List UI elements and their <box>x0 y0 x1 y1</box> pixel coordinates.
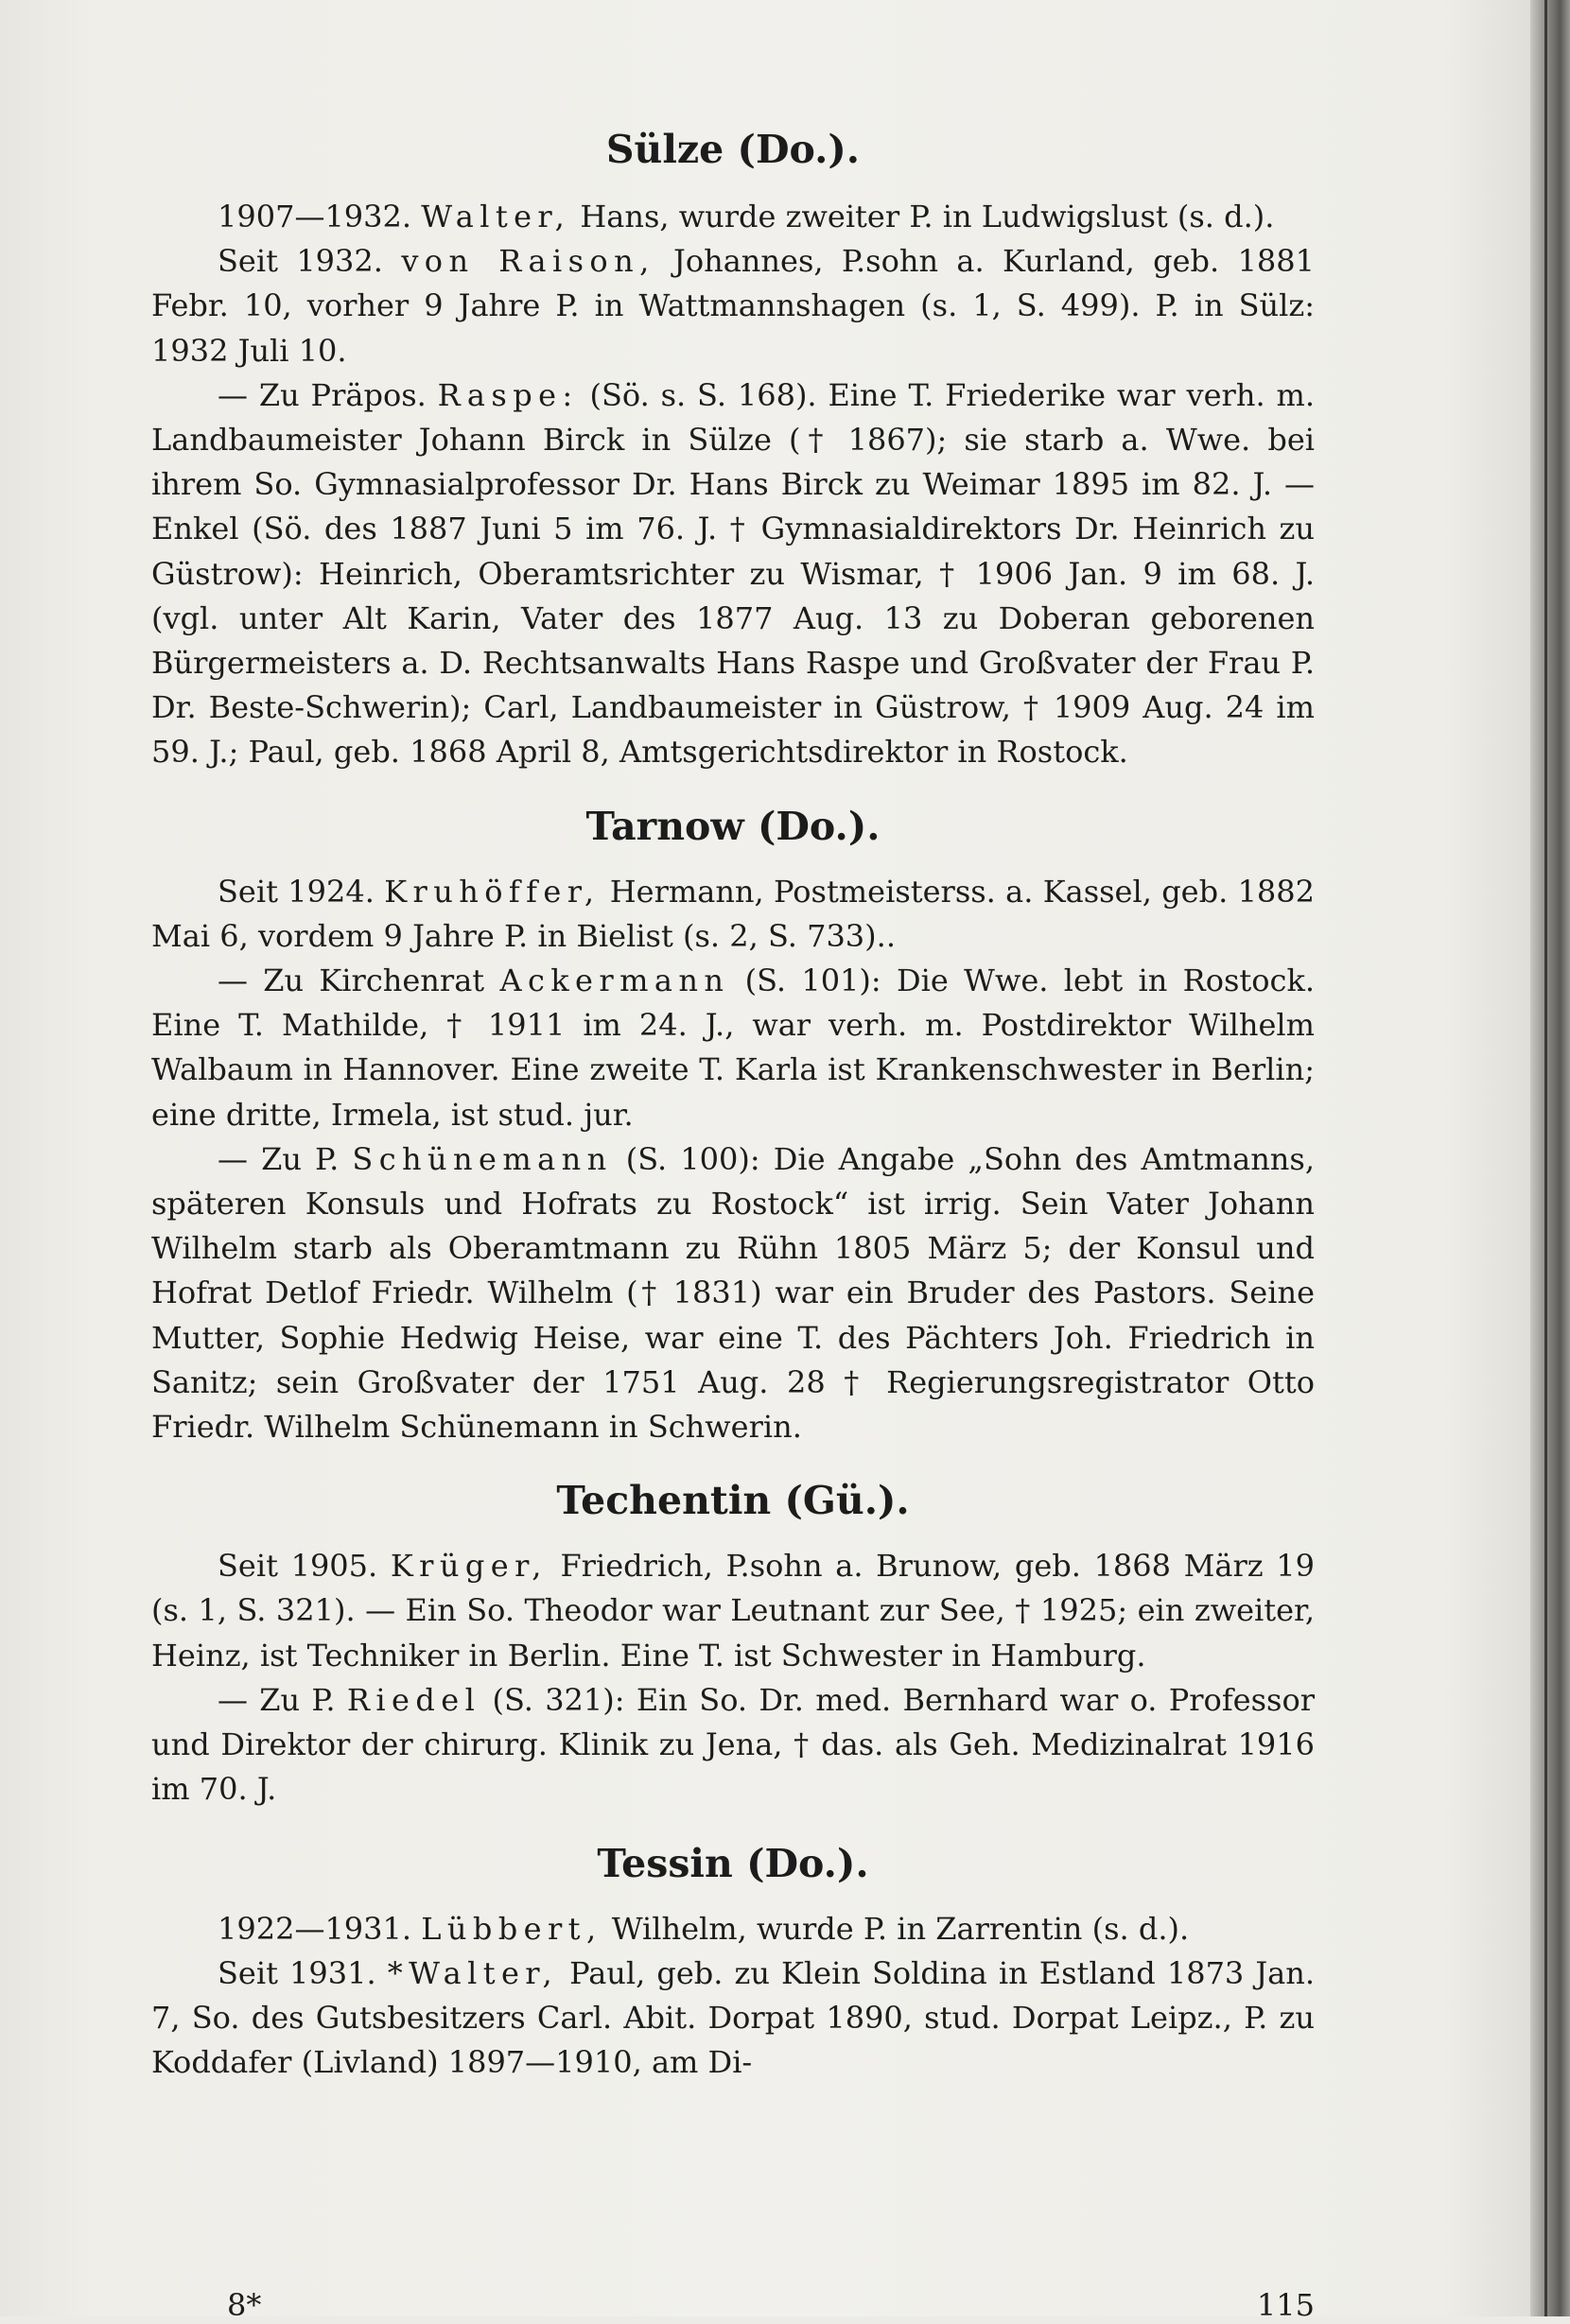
entry-lead: — Zu P. <box>218 1140 340 1177</box>
entry-name: Krüger, <box>390 1548 548 1585</box>
entry-paragraph <box>151 373 1315 775</box>
entry-text: Paul, geb. zu Klein Soldina in Estland 1873 Jan. 7, So. des Gutsbesitzers Carl. Abit. Dorpat 1890, stud. Dorpat Leipz., P. zu Koddafer (Livland) 1897—1910, am Di- <box>151 1954 1316 2081</box>
entry-text: Hans, wurde zweiter P. in Ludwigslust (s. d.). <box>570 199 1275 234</box>
entry-lead: — Zu Präpos. <box>218 376 427 413</box>
entry-text: (Sö. s. S. 168). Eine T. Friederike war verh. m. Landbaumeister Johann Birck in Sülze († 1867); sie starb a. Wwe. bei ihrem So. Gymnasialprofessor Dr. Hans Birck zu Weimar 1895 im 82. J. — Enkel (Sö. des 1887 Juni 5 im 76. J. † Gymnasialdirektors Dr. Heinrich zu Güstrow): Heinrich, Oberamtsrichter zu Wismar, † 1906 Jan. 9 im 68. J. (vgl. unter Alt Karin, Vater des 1877 Aug. 13 zu Doberan geborenen Bürgermeisters a. D. Rechtsanwalts Hans Raspe und Großvater der Frau P. Dr. Beste-Schwerin); Carl, Landbaumeister in Güstrow, † 1909 Aug. 24 im 59. J.; Paul, geb. 1868 April 8, Amtsgerichtsdirektor in Rostock. <box>151 376 1316 771</box>
entry-paragraph <box>151 239 1315 373</box>
entry-name: Riedel <box>346 1681 481 1718</box>
entry-text: (S. 321): Ein So. Dr. med. Bernhard war o. Professor und Direktor der chirurg. Klinik zu Jena, † das. als Geh. Medizinalrat 1916 im 70. J. <box>151 1681 1316 1808</box>
entry-text: (S. 100): Die Angabe „Sohn des Amtmanns, späteren Konsuls und Hofrats zu Rostock“ ist irrig. Sein Vater Johann Wilhelm starb als Oberamtmann zu Rühn 1805 März 5; der Konsul und Hofrat Detlof Friedr. Wilhelm († 1831) war ein Bruder des Pastors. Seine Mutter, Sophie Hedwig Heise, war eine T. des Pächters Joh. Friedrich in Sanitz; sein Großvater der 1751 Aug. 28 † Regierungsregistrator Otto Friedr. Wilhelm Schünemann in Schwerin. <box>151 1140 1316 1446</box>
entry-lead: 1907—1932. <box>218 199 412 234</box>
entry-name: *Walter, <box>387 1954 559 1991</box>
entry-name: Schünemann <box>352 1140 613 1177</box>
page-content <box>151 123 1315 2085</box>
entry-lead: Seit 1931. <box>218 1954 376 1991</box>
book-binding-edge <box>1530 0 1570 2316</box>
entry-paragraph <box>151 1678 1315 1812</box>
section-title-tessin: Tessin (Do.). <box>597 1840 869 1886</box>
entry-text: Wilhelm, wurde P. in Zarrentin (s. d.). <box>602 1910 1190 1947</box>
entry-paragraph <box>151 1544 1315 1678</box>
entry-text: Johannes, P.sohn a. Kurland, geb. 1881 Febr. 10, vorher 9 Jahre P. in Wattmannshagen (s. 1, S. 499). P. in Sülz: 1932 Juli 10. <box>151 243 1316 369</box>
binding-shadow-line <box>1544 0 1547 2316</box>
section-title-suelze: Sülze (Do.). <box>605 127 861 172</box>
entry-name: Walter, <box>421 199 571 234</box>
entry-lead: Seit 1924. <box>218 873 375 910</box>
entry-lead: 1922—1931. <box>218 1910 412 1947</box>
page-number: 115 <box>1256 2287 1315 2323</box>
entry-lead: — Zu Kirchenrat <box>218 963 485 999</box>
entry-name: Kruhöffer, <box>384 873 601 910</box>
entry-name: von Raison, <box>401 243 655 280</box>
entry-lead: Seit 1905. <box>218 1548 378 1585</box>
entry-name: Raspe: <box>437 376 579 413</box>
entry-lead: Seit 1932. <box>218 243 383 280</box>
entry-paragraph <box>151 959 1315 1137</box>
entry-paragraph <box>151 195 1315 239</box>
entry-text: Friedrich, P.sohn a. Brunow, geb. 1868 März 19 (s. 1, S. 321). — Ein So. Theodor war Leutnant zur See, † 1925; ein zweiter, Heinz, ist Techniker in Berlin. Eine T. ist Schwester in Hamburg. <box>151 1548 1316 1674</box>
entry-paragraph <box>151 1907 1315 1951</box>
section-title-tarnow: Tarnow (Do.). <box>585 803 881 849</box>
entry-text: Hermann, Postmeisterss. a. Kassel, geb. 1882 Mai 6, vordem 9 Jahre P. in Bielist (s. 2, S. 733).. <box>151 873 1316 954</box>
entry-name: Ackermann <box>499 963 730 999</box>
section-title-techentin: Techentin (Gü.). <box>556 1478 910 1524</box>
signature-mark: 8* <box>227 2287 262 2323</box>
entry-paragraph <box>151 1137 1315 1449</box>
entry-lead: — Zu P. <box>218 1681 336 1718</box>
entry-paragraph <box>151 1951 1315 2086</box>
entry-paragraph <box>151 870 1315 959</box>
entry-name: Lübbert, <box>421 1910 602 1947</box>
entry-text: (S. 101): Die Wwe. lebt in Rostock. Eine T. Mathilde, † 1911 im 24. J., war verh. m. Postdirektor Wilhelm Walbaum in Hannover. Eine zweite T. Karla ist Krankenschwester in Berlin; eine dritte, Irmela, ist stud. jur. <box>151 963 1316 1133</box>
